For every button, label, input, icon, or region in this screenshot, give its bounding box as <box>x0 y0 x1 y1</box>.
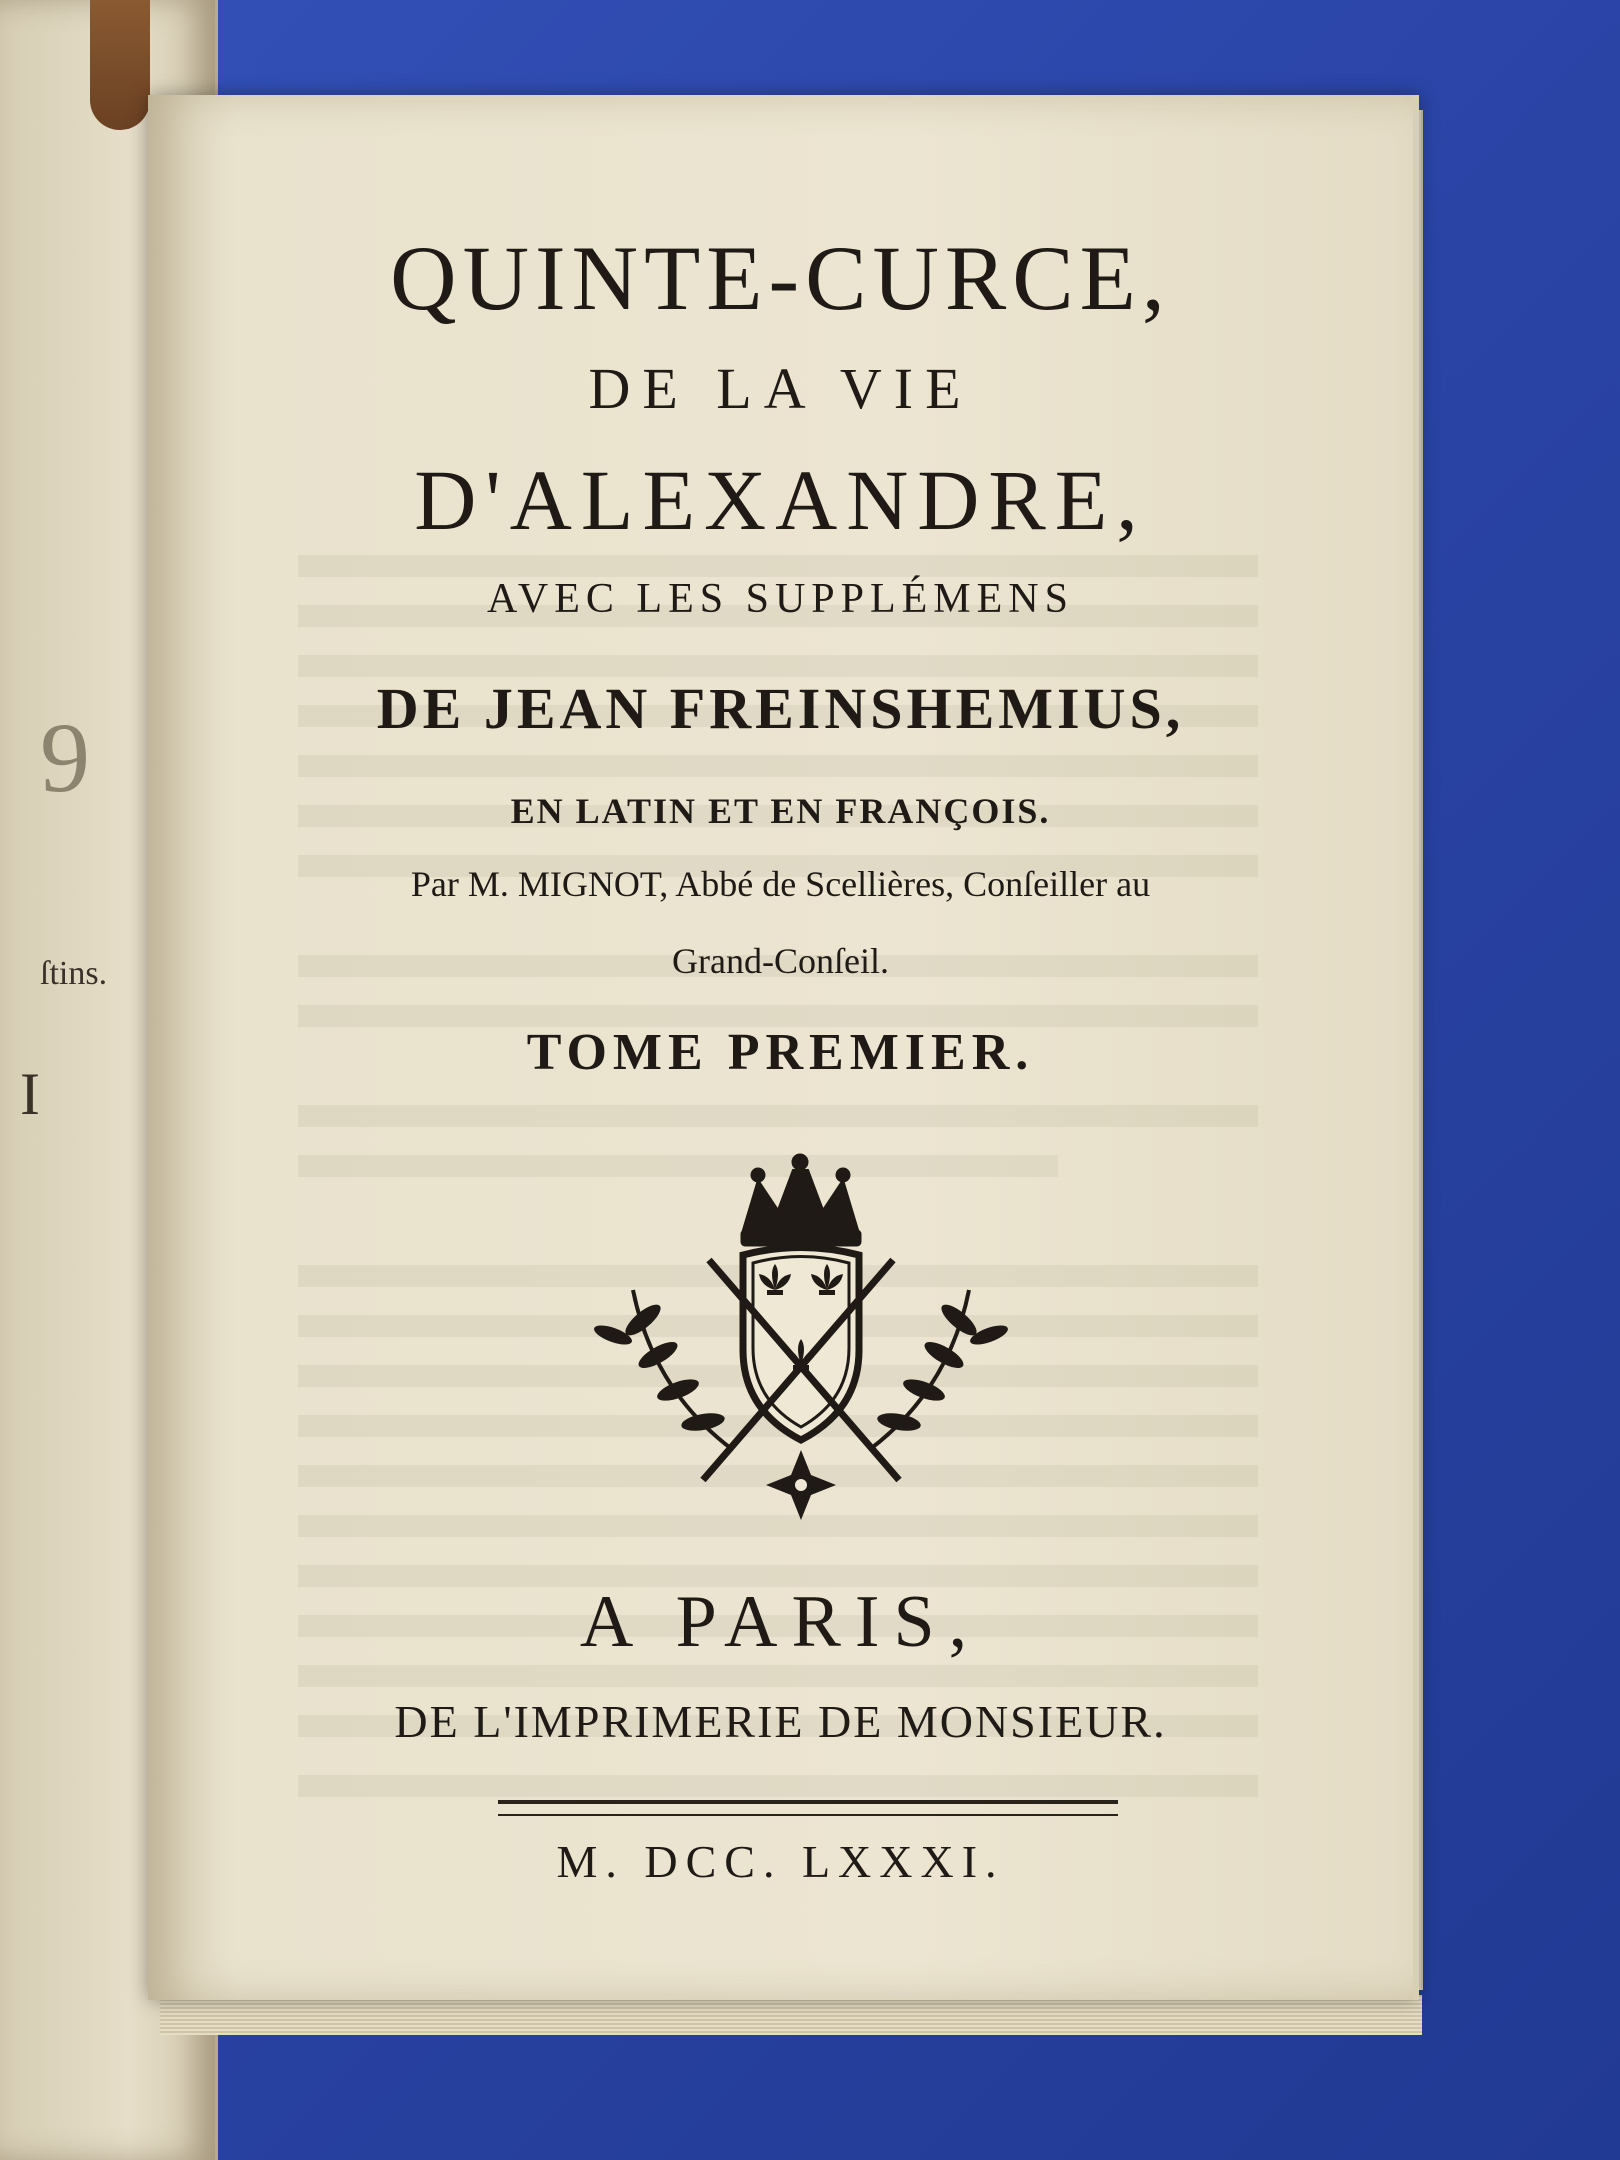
volume-label: TOME PREMIER. <box>526 1024 1035 1081</box>
left-page-fragment: 9 <box>40 702 90 813</box>
author-line: Par M. MIGNOT, Abbé de Scellières, Conſeiller au <box>410 864 1151 904</box>
coat-of-arms-emblem <box>593 1150 1023 1535</box>
subtitle-line: DE JEAN FREINSHEMIUS, <box>376 676 1185 741</box>
imprint-date: M. DCC. LXXXI. <box>556 1836 1005 1887</box>
page-edges-bottom <box>160 1995 1422 2035</box>
subtitle-line: AVEC LES SUPPLÉMENS <box>487 576 1074 622</box>
title-page <box>148 95 1419 2000</box>
title-line: D'ALEXANDRE, <box>414 452 1147 548</box>
title-line: DE LA VIE <box>588 356 973 421</box>
language-line: EN LATIN ET EN FRANÇOIS. <box>510 791 1051 831</box>
imprint-printer: DE L'IMPRIMERIE DE MONSIEUR. <box>394 1696 1167 1747</box>
title-main: QUINTE-CURCE, <box>390 227 1171 329</box>
imprint-place: A PARIS, <box>579 1581 982 1663</box>
left-page-fragment: I <box>20 1061 40 1127</box>
author-line-continued: Grand-Conſeil. <box>672 941 889 981</box>
binding-edge <box>90 0 150 130</box>
left-page-fragment: ſtins. <box>40 955 108 992</box>
double-rule-divider <box>498 1800 1118 1816</box>
